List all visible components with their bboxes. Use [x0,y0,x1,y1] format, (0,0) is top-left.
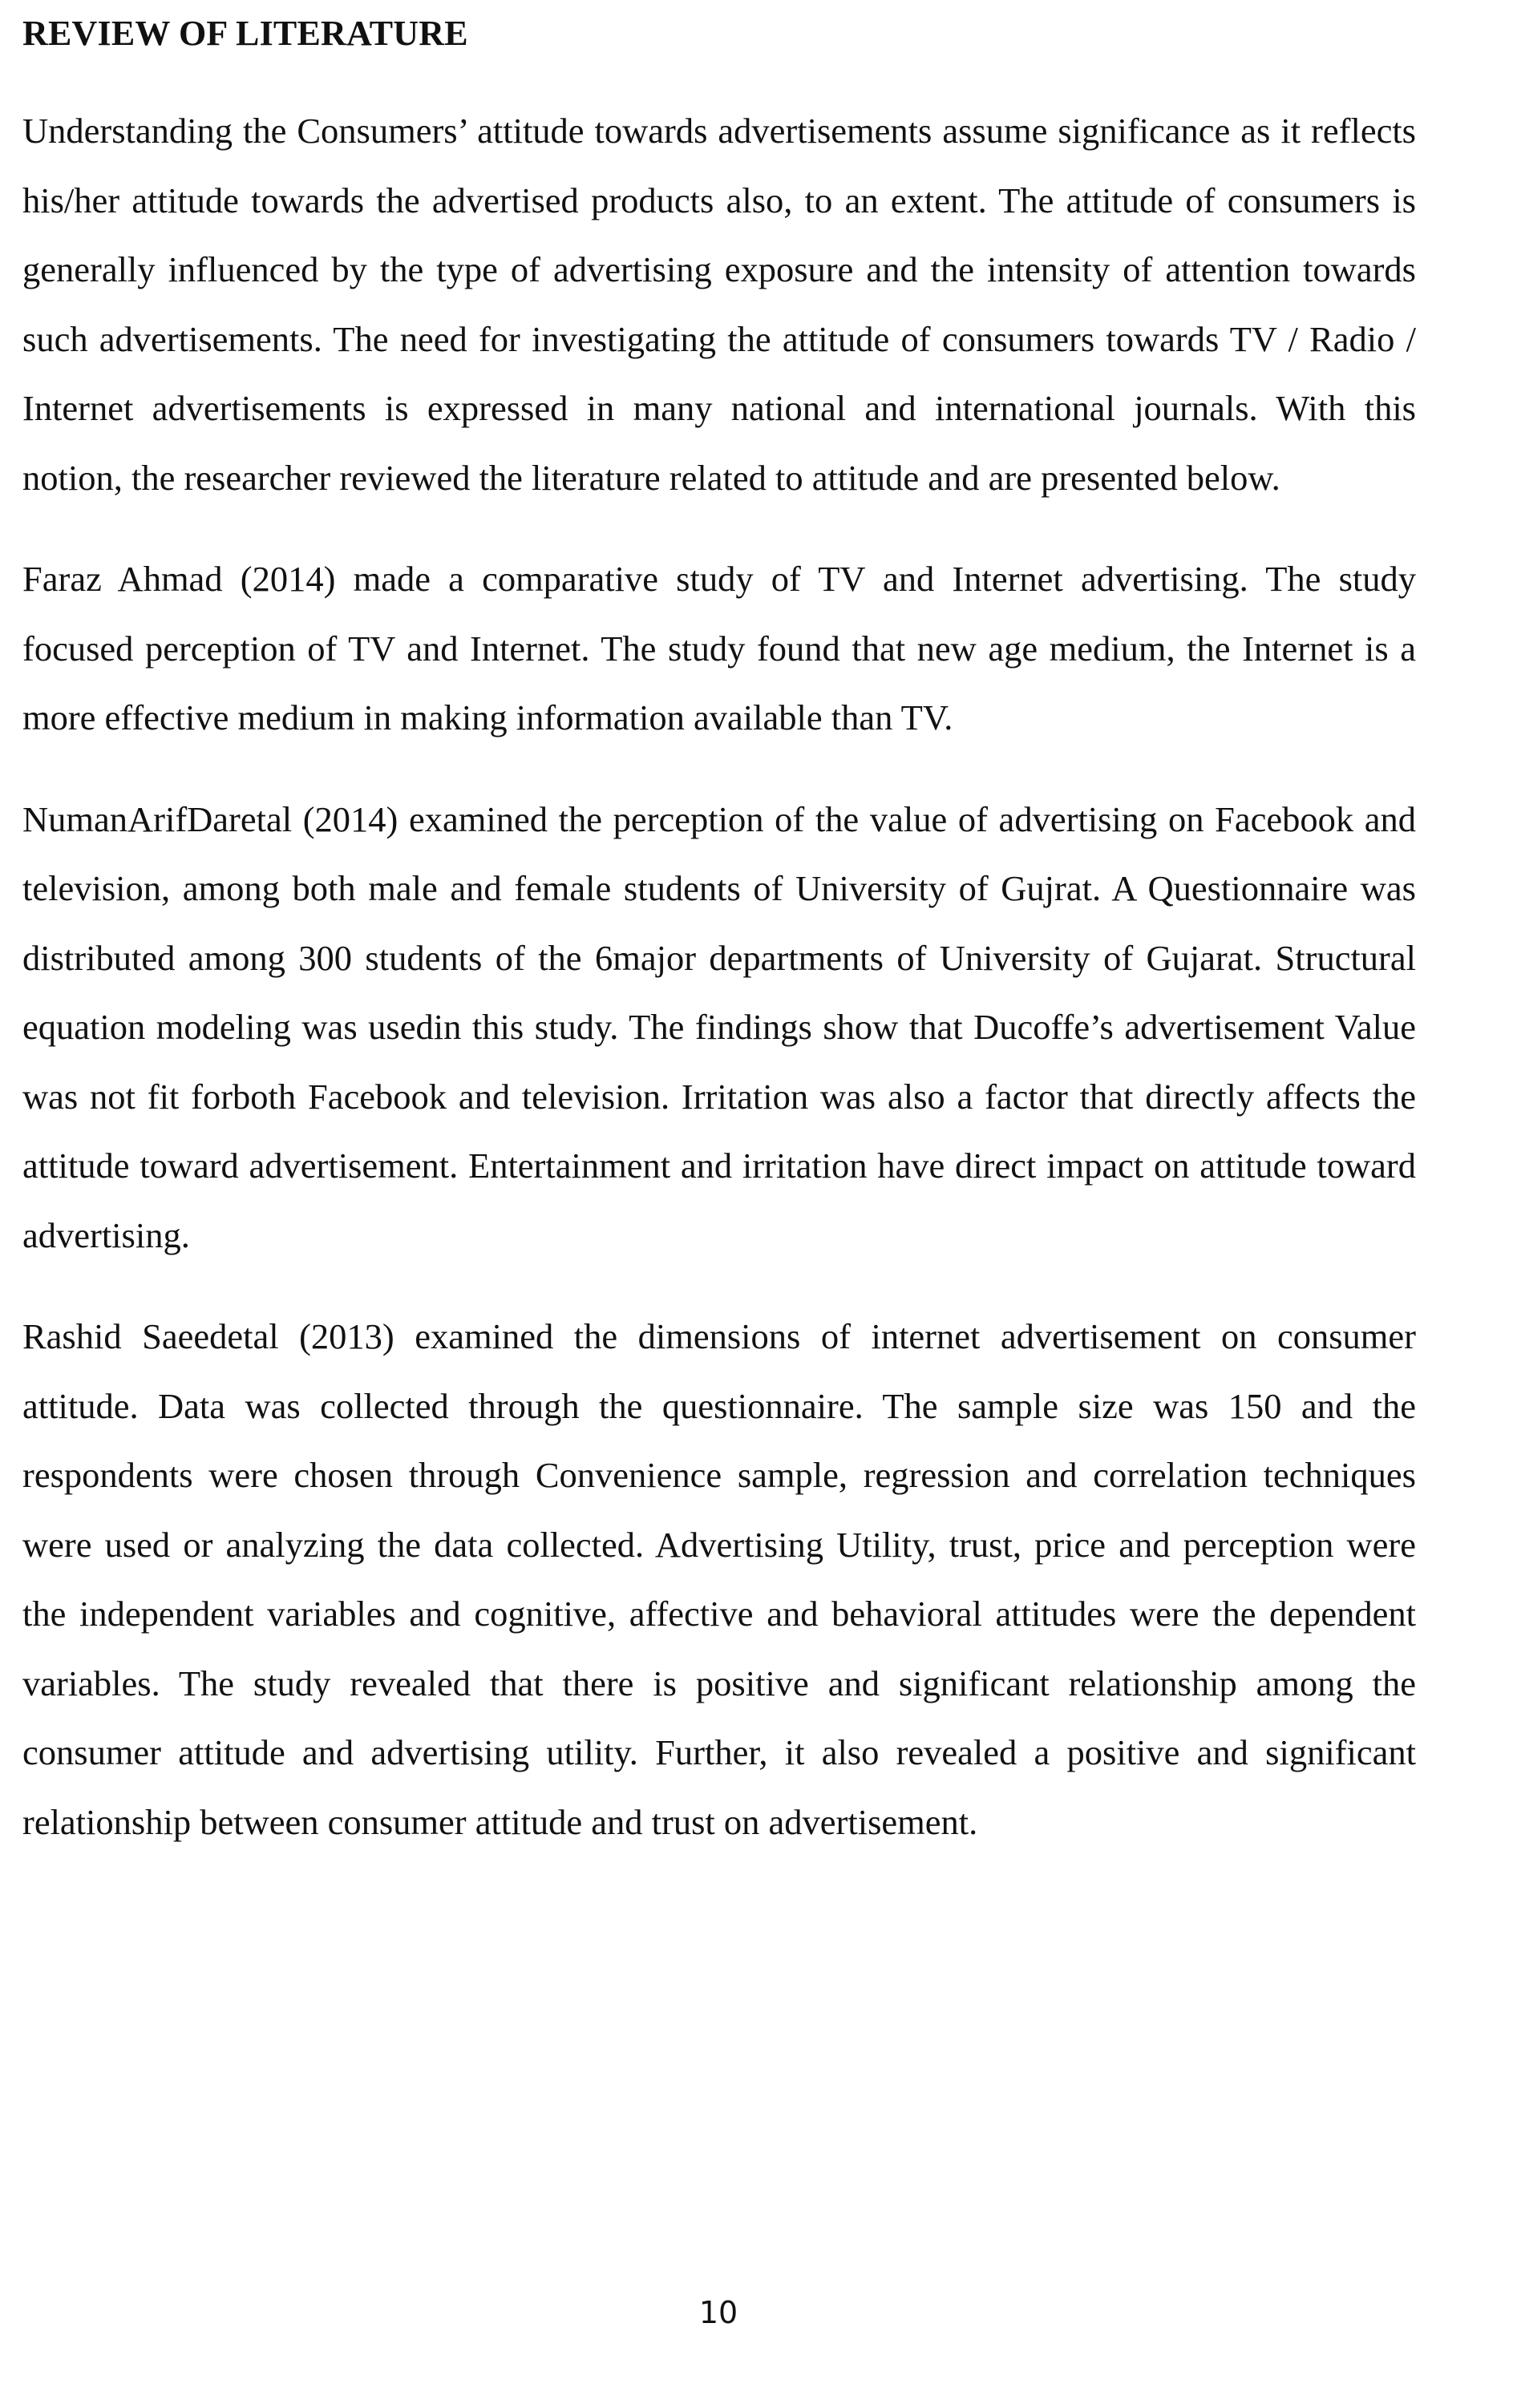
paragraph-numan-arif-dar: NumanArifDaretal (2014) examined the perception of the value of advertising on Facebook and television, among both male and female students of University of Gujrat. A Questionnaire was distributed among 300 students of the 6major departments of University of Gujarat. Structural equation modeling was usedin this study. The findings show that Ducoffe’s advertisement Value was not fit forboth Facebook and television. Irritation was also a factor that directly affects the attitude toward advertisement. Entertainment and irritation have direct impact on attitude toward advertising. [22,798,1416,1255]
paragraph-faraz-ahmad: Faraz Ahmad (2014) made a comparative study of TV and Internet advertising. The study focused perception of TV and Internet. The study found that new age medium, the Internet is a more effective medium in making information available than TV. [22,559,1416,737]
paragraph-intro: Understanding the Consumers’ attitude towards advertisements assume significance as it reflects his/her attitude towards the advertised products also, to an extent. The attitude of consumers is generally influenced by the type of advertising exposure and the intensity of attention towards such advertisements. The need for investigating the attitude of consumers towards TV / Radio / Internet advertisements is expressed in many national and international journals. With this notion, the researcher reviewed the literature related to attitude and are presented below. [22,111,1416,498]
page-content [22,5,1416,1889]
section-heading: REVIEW OF LITERATURE [22,14,468,53]
paragraph-rashid-saeed: Rashid Saeedetal (2013) examined the dimensions of internet advertisement on consumer attitude. Data was collected through the questionnaire. The sample size was 150 and the respondents were chosen through Convenience sample, regression and correlation techniques were used or analyzing the data collected. Advertising Utility, trust, price and perception were the independent variables and cognitive, affective and behavioral attitudes were the dependent variables. The study revealed that there is positive and significant relationship among the consumer attitude and advertising utility. Further, it also revealed a positive and significant relationship between consumer attitude and trust on advertisement. [22,1316,1416,1842]
page-number: 10 [698,2295,738,2330]
